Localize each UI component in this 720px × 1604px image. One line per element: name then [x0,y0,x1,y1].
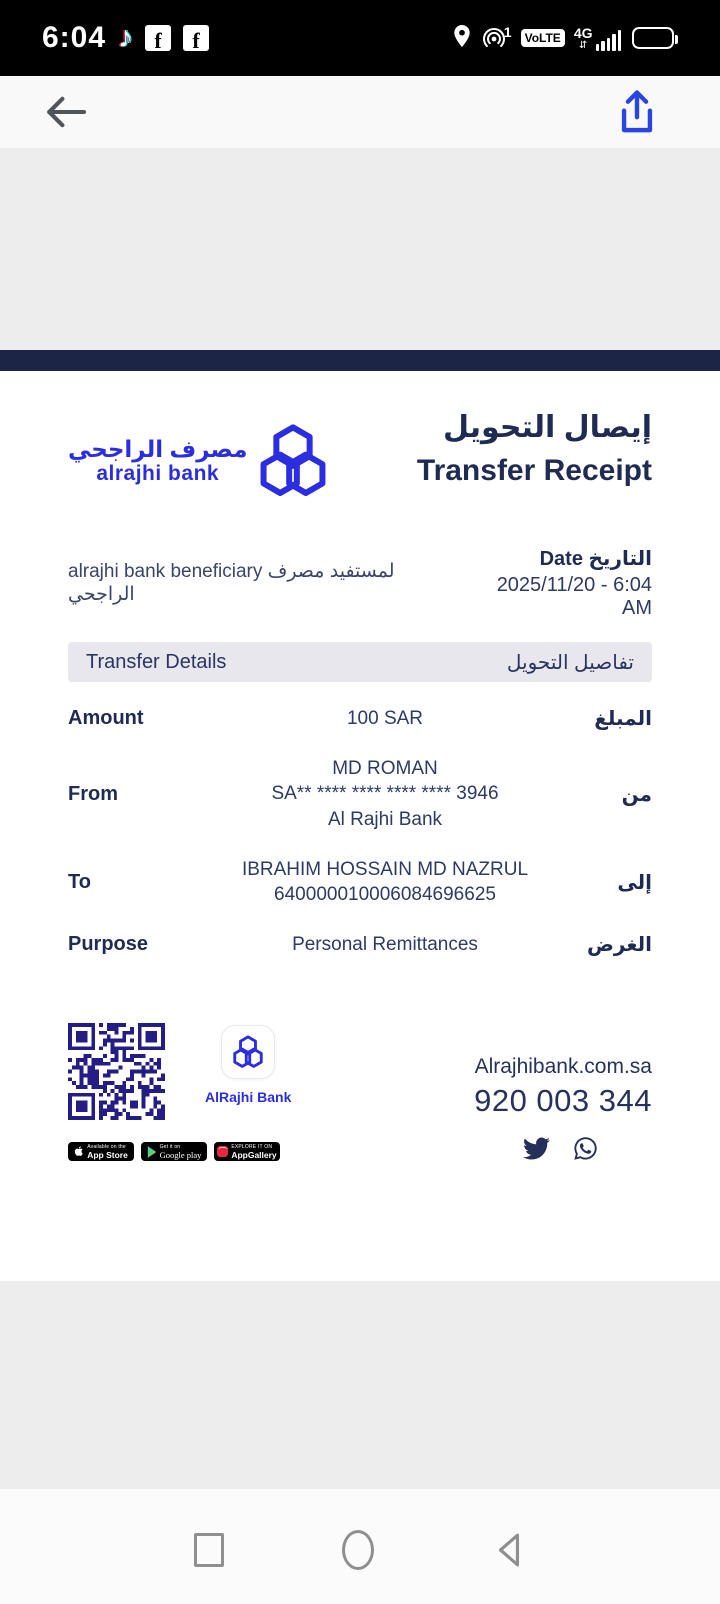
to-value [198,857,572,908]
receipt-title-english: Transfer Receipt [416,453,652,487]
from-row [68,756,652,833]
facebook-icon: f [145,25,171,51]
alrajhi-app-icon [221,1025,275,1079]
qr-code [68,1023,165,1120]
nav-back-icon [492,1531,526,1569]
facebook-icon-2: f [183,25,209,51]
bank-website: Alrajhibank.com.sa [474,1055,652,1079]
back-button[interactable] [40,90,92,134]
battery-icon [632,27,674,49]
from-label-ar: من [621,783,652,806]
appgallery-badge-top: EXPLORE IT ON [231,1143,273,1150]
to-row [68,857,652,908]
sender-bank: Al Rajhi Bank [327,808,443,830]
to-label-ar: إلى [617,871,652,894]
share-icon [616,90,658,134]
clock: 6:04 [42,21,107,54]
whatsapp-icon [572,1135,599,1167]
logo-english-text: alrajhi bank [96,462,220,486]
alrajhi-logo-mark [253,418,333,504]
transfer-receipt [0,371,720,1281]
receipt-title [417,408,652,492]
appgallery-badge-name: AppGallery [231,1149,277,1160]
sender-name: MD ROMAN [332,757,438,779]
appstore-badge-name: App Store [87,1149,128,1160]
nav-back-button[interactable] [492,1531,526,1569]
amount-label-en: Amount [68,707,144,730]
googleplay-badge-top: Get it on [159,1143,181,1150]
alrajhi-bank-logo [68,418,333,504]
date-label-ar: التاريخ [588,548,652,570]
amount-value: 100 SAR [346,708,424,729]
google-play-icon [147,1146,157,1158]
data-arrows-icon: ⇵ [578,39,588,51]
tiktok-icon: ♪ [118,21,134,54]
signal-bars-icon [596,29,622,51]
transfer-details-header [68,642,652,682]
hotspot-icon [482,26,512,50]
purpose-label-en: Purpose [68,933,149,956]
app-caption: AlRajhi Bank [205,1089,292,1106]
purpose-label-ar: الغرض [587,934,652,957]
share-button[interactable] [612,86,662,138]
date-label-en: Date [539,548,583,570]
beneficiary-note: alrajhi bank beneficiary لمستفيد مصرف الراجحي [68,561,395,605]
android-nav-bar [0,1489,720,1604]
logo-arabic-text: مصرف الراجحي [68,435,248,462]
receipt-top-strip [0,350,720,371]
bank-phone: 920 003 344 [474,1083,652,1119]
back-arrow-icon [44,94,88,130]
purpose-value: Personal Remittances [292,933,478,955]
document-margin-bottom [0,1281,720,1489]
volte-badge: VoLTE [521,29,565,47]
amount-row [68,706,652,732]
to-label-en: To [68,870,91,893]
app-header [0,76,720,148]
from-value [198,756,572,833]
location-icon [451,24,473,53]
sender-account-masked: SA** **** **** **** **** 3946 [271,783,499,805]
status-bar [0,0,720,76]
appgallery-icon: ⌒ [218,1147,227,1157]
nav-recents-button[interactable] [194,1533,224,1567]
document-margin-top [0,148,720,350]
network-type-label: 4G [573,24,593,41]
date-value: 2025/11/20 - 6:04 AM [496,574,652,619]
amount-label-ar: المبلغ [594,708,652,731]
home-icon [342,1530,374,1570]
appstore-badge-top: Available on the [87,1143,126,1150]
googleplay-badge-name: Google play [159,1149,202,1160]
twitter-icon [523,1135,550,1167]
nav-home-button[interactable] [342,1530,374,1570]
recents-icon [194,1533,224,1567]
from-label-en: From [68,782,118,805]
receipt-title-arabic: إيصال التحويل [442,411,652,444]
section-title-en: Transfer Details [86,650,227,673]
beneficiary-account: 640000010006084696625 [274,884,496,906]
appgallery-badge [214,1142,280,1161]
signal-indicator [574,26,621,51]
date-block [464,546,652,620]
apple-icon [74,1146,84,1158]
hotspot-count: 1 [503,24,512,40]
app-store-badge [68,1142,134,1161]
google-play-badge [141,1142,207,1161]
purpose-row [68,932,652,958]
beneficiary-name: IBRAHIM HOSSAIN MD NAZRUL [241,858,529,880]
section-title-ar: تفاصيل التحويل [506,651,634,674]
